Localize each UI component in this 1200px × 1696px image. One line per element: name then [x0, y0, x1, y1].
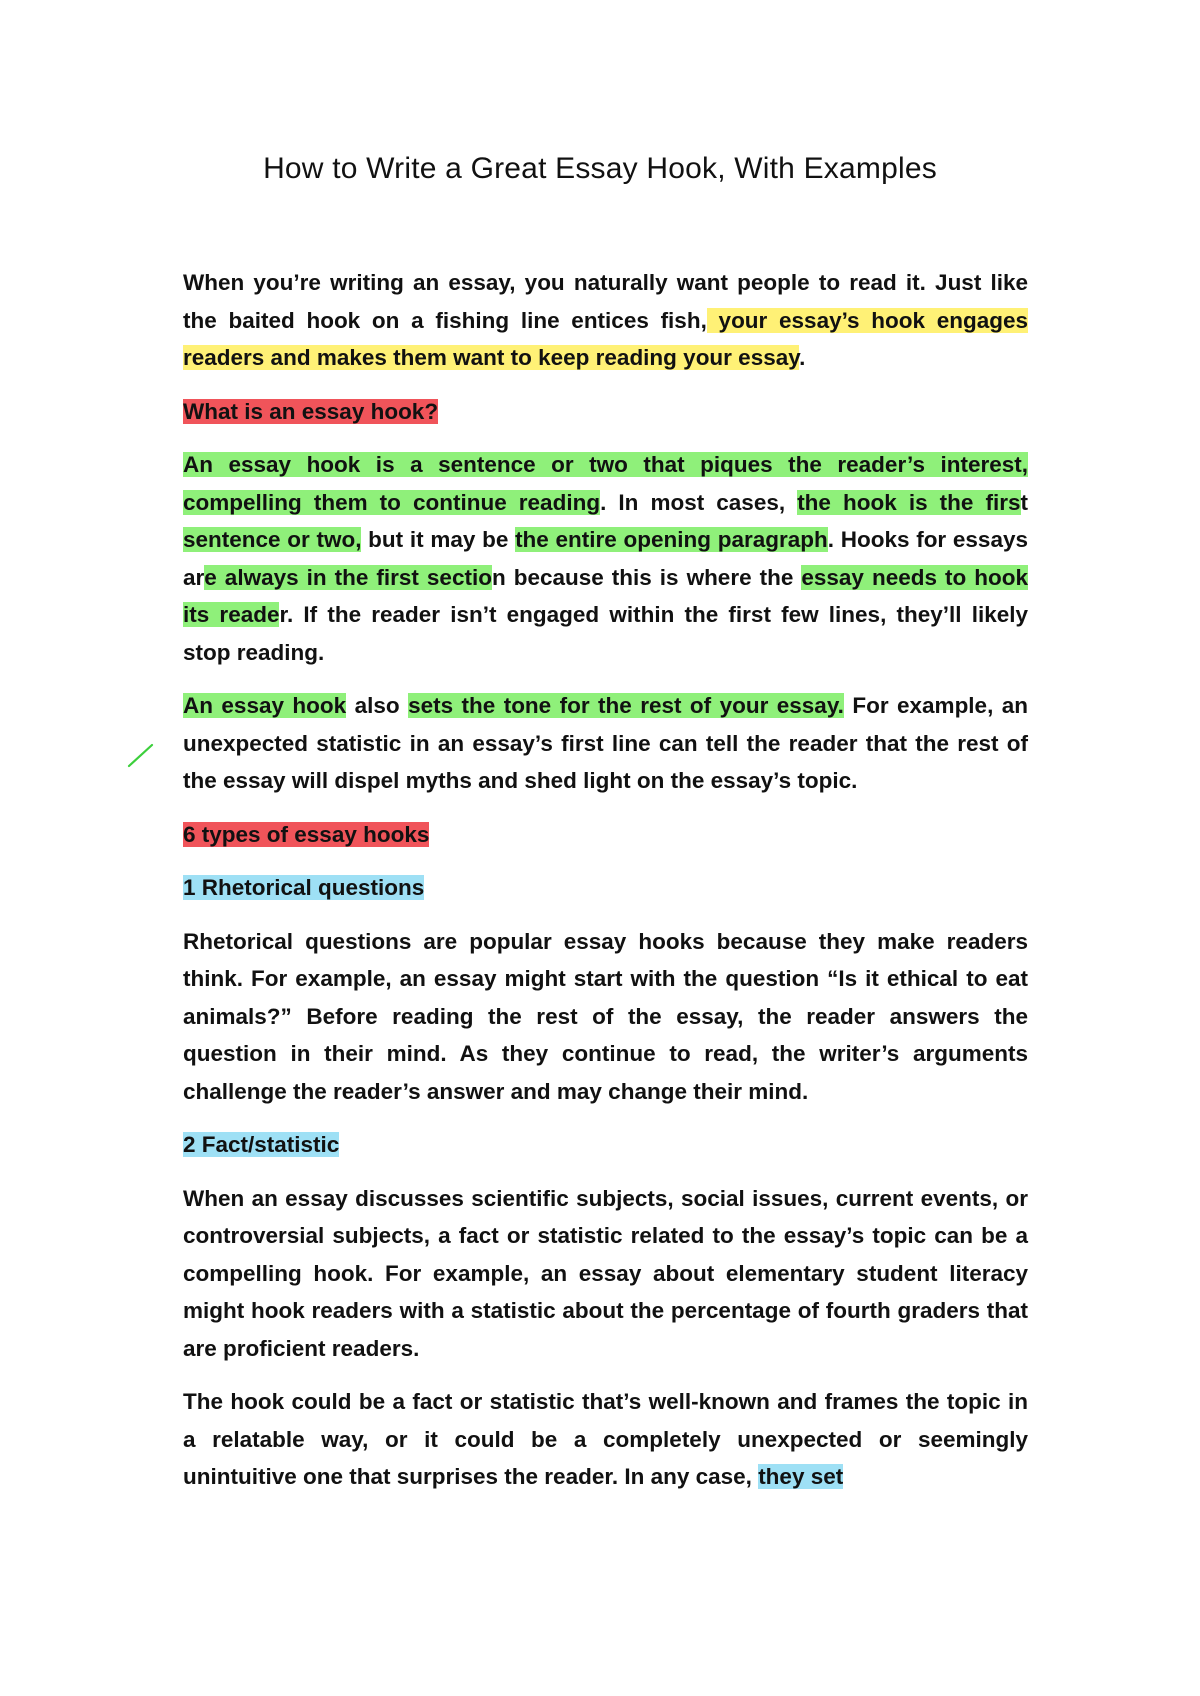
highlight-blue: 1 Rhetorical questions	[183, 875, 425, 900]
highlight-yellow: your essay’s hook engages readers and makes them want to keep reading your essay	[183, 307, 1028, 370]
intro-end: .	[799, 345, 806, 370]
highlight-red: 6 types of essay hooks	[183, 821, 430, 847]
subheading-fact	[183, 1126, 1028, 1164]
section-heading-types	[183, 816, 1028, 854]
intro-text: When you’re writing an essay, you naturally want people to read it. Just like the baited hook on a fishing line entices fish,	[183, 270, 1028, 333]
document-title: How to Write a Great Essay Hook, With Examples	[263, 152, 937, 185]
highlight-green: sets the tone for the rest of your essay.	[408, 693, 844, 718]
text-run: The hook could be a fact or statistic that’s well-known and frames the topic in a relatable way, or it could be a completely unexpected or seemingly unintuitive one that surprises the reader. In any case,	[183, 1389, 1028, 1489]
text-run: also	[346, 693, 409, 718]
highlight-green: essay needs to hook its reade	[183, 564, 1028, 627]
highlight-blue: they set	[758, 1464, 844, 1489]
document-body	[183, 264, 1028, 1512]
highlight-green: sentence or two,	[183, 527, 362, 552]
section-heading-what-is	[183, 393, 1028, 431]
what-is-paragraph-2	[183, 687, 1028, 800]
text-run: but it may be	[361, 527, 516, 552]
text-run: t	[1020, 489, 1029, 515]
highlight-green: the entire opening paragraph	[515, 527, 828, 552]
text-run: r. If the reader isn’t engaged within the first few lines, they’ll likely stop reading.	[183, 602, 1028, 665]
subheading-rhetorical	[183, 869, 1028, 907]
text-run: n because this is where the	[491, 564, 802, 590]
highlight-blue: 2 Fact/statistic	[183, 1132, 340, 1157]
highlight-green: e always in the first sectio	[204, 564, 492, 590]
highlight-green: An essay hook	[183, 693, 347, 718]
green-pen-mark-icon	[126, 740, 156, 770]
text-run: . Hooks for essays ar	[183, 527, 1028, 590]
text-run: . In most cases,	[600, 489, 798, 515]
highlight-green: the hook is the firs	[797, 489, 1021, 515]
fact-paragraph-1: When an essay discusses scientific subjects, social issues, current events, or controversial subjects, a fact or statistic related to the essay’s topic can be a compelling hook. For example, an essay about elementary student literacy might hook readers with a statistic about the percentage of fourth graders that are proficient readers.	[183, 1185, 1028, 1361]
text-run: For example, an unexpected statistic in an essay’s first line can tell the reader that the rest of the essay will dispel myths and shed light on the essay’s topic.	[183, 693, 1029, 793]
rhetorical-paragraph: Rhetorical questions are popular essay hooks because they make readers think. For example, an essay might start with the question “Is it ethical to eat animals?” Before reading the rest of the essay, the reader answers the question in their mind. As they continue to read, the writer’s arguments challenge the reader’s answer and may change their mind.	[183, 928, 1028, 1104]
intro-paragraph	[183, 264, 1028, 377]
fact-paragraph-2	[183, 1383, 1028, 1496]
what-is-paragraph-1	[183, 446, 1028, 671]
highlight-green: An essay hook is a sentence or two that piques the reader’s interest, compelling them to continue reading	[183, 452, 1028, 515]
highlight-red: What is an essay hook?	[183, 398, 439, 424]
